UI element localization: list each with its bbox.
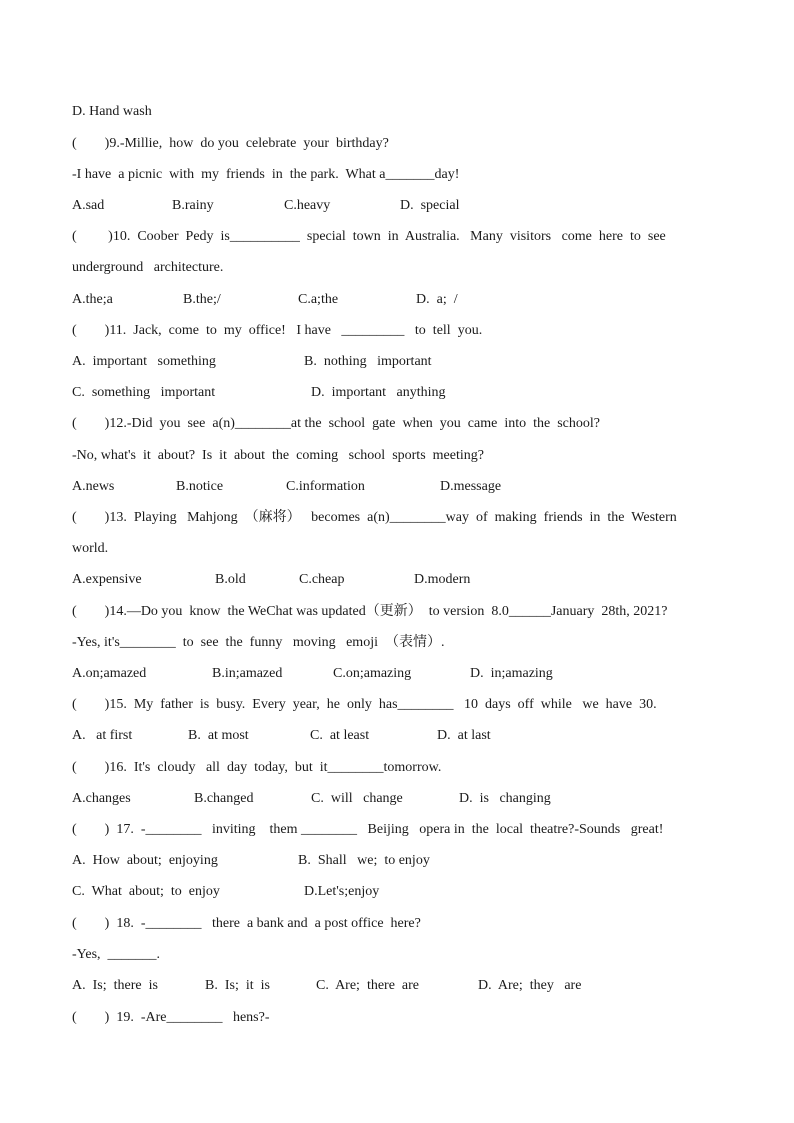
- question-17-stem: ( ) 17. -________ inviting them ________ Beijing opera in the local theatre?-Sounds great!: [72, 822, 664, 837]
- question-17-option-d: D.Let's;enjoy: [304, 884, 380, 899]
- question-16-option-a: A.changes: [72, 791, 131, 806]
- question-11-stem: ( )11. Jack, come to my office! I have _________ to tell you.: [72, 323, 483, 338]
- question-9-dialogue: -I have a picnic with my friends in the park. What a_______day!: [72, 167, 460, 182]
- question-13-option-b: B.old: [215, 572, 246, 587]
- question-12-option-a: A.news: [72, 479, 115, 494]
- question-15-option-d: D. at last: [437, 728, 491, 743]
- question-13-option-a: A.expensive: [72, 572, 142, 587]
- question-18-option-c: C. Are; there are: [316, 978, 420, 993]
- question-10-option-c: C.a;the: [298, 292, 339, 307]
- question-13-option-d: D.modern: [414, 572, 471, 587]
- question-8-option-d: D. Hand wash: [72, 104, 152, 119]
- question-17-option-a: A. How about; enjoying: [72, 853, 218, 868]
- question-11-option-a: A. important something: [72, 354, 216, 369]
- question-13-stem-cont: world.: [72, 541, 109, 556]
- question-11-option-d: D. important anything: [311, 385, 446, 400]
- question-14-stem: ( )14.—Do you know the WeChat was updated（更新） to version 8.0______January 28th, 2021?: [72, 604, 668, 619]
- question-18-option-a: A. Is; there is: [72, 978, 158, 993]
- question-19-stem: ( ) 19. -Are________ hens?-: [72, 1010, 270, 1025]
- question-9-stem: ( )9.-Millie, how do you celebrate your birthday?: [72, 136, 389, 151]
- question-13-stem: ( )13. Playing Mahjong （麻将） becomes a(n)________way of making friends in the Western: [72, 510, 677, 525]
- question-17-option-c: C. What about; to enjoy: [72, 884, 220, 899]
- question-13-option-c: C.cheap: [299, 572, 345, 587]
- question-14-option-b: B.in;amazed: [212, 666, 283, 681]
- question-12-option-c: C.information: [286, 479, 365, 494]
- question-15-option-b: B. at most: [188, 728, 249, 743]
- question-16-option-d: D. is changing: [459, 791, 551, 806]
- question-9-option-b: B.rainy: [172, 198, 214, 213]
- question-11-option-b: B. nothing important: [304, 354, 432, 369]
- question-12-dialogue: -No, what's it about? Is it about the coming school sports meeting?: [72, 448, 484, 463]
- question-15-stem: ( )15. My father is busy. Every year, he only has________ 10 days off while we have 30.: [72, 697, 657, 712]
- question-10-stem-cont: underground architecture.: [72, 260, 224, 275]
- question-16-option-b: B.changed: [194, 791, 254, 806]
- question-16-stem: ( )16. It's cloudy all day today, but it________tomorrow.: [72, 760, 442, 775]
- question-12-option-b: B.notice: [176, 479, 224, 494]
- question-15-option-c: C. at least: [310, 728, 370, 743]
- question-9-option-a: A.sad: [72, 198, 105, 213]
- question-10-stem: ( )10. Coober Pedy is__________ special town in Australia. Many visitors come here to see: [72, 229, 666, 244]
- question-14-dialogue: -Yes, it's________ to see the funny moving emoji （表情）.: [72, 635, 445, 650]
- question-10-option-b: B.the;/: [183, 292, 221, 307]
- question-12-option-d: D.message: [440, 479, 502, 494]
- question-10-option-a: A.the;a: [72, 292, 113, 307]
- question-18-stem: ( ) 18. -________ there a bank and a post office here?: [72, 916, 421, 931]
- question-12-stem: ( )12.-Did you see a(n)________at the school gate when you came into the school?: [72, 416, 600, 431]
- question-18-option-d: D. Are; they are: [478, 978, 582, 993]
- question-17-option-b: B. Shall we; to enjoy: [298, 853, 430, 868]
- question-18-dialogue: -Yes, _______.: [72, 947, 161, 962]
- question-11-option-c: C. something important: [72, 385, 216, 400]
- question-14-option-c: C.on;amazing: [333, 666, 412, 681]
- question-18-option-b: B. Is; it is: [205, 978, 270, 993]
- question-9-option-d: D. special: [400, 198, 460, 213]
- question-10-option-d: D. a; /: [416, 292, 458, 307]
- question-16-option-c: C. will change: [311, 791, 403, 806]
- question-14-option-d: D. in;amazing: [470, 666, 553, 681]
- question-14-option-a: A.on;amazed: [72, 666, 147, 681]
- question-9-option-c: C.heavy: [284, 198, 331, 213]
- question-15-option-a: A. at first: [72, 728, 133, 743]
